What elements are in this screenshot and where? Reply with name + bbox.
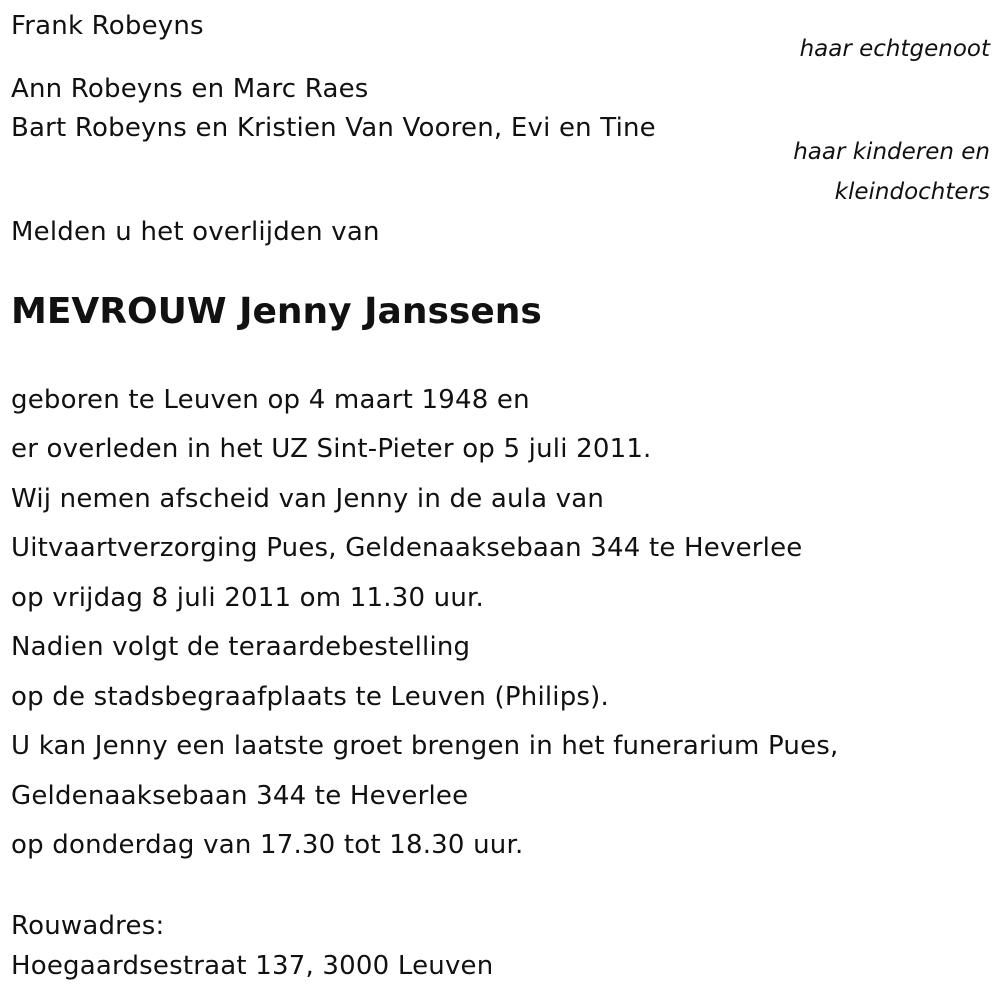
children-relation-line-1: haar kinderen en (793, 139, 990, 165)
mourning-address-label: Rouwadres: (11, 911, 165, 941)
detail-line: Nadien volgt de teraardebestelling (11, 632, 471, 662)
child-couple-1: Ann Robeyns en Marc Raes (11, 74, 369, 104)
detail-line: geboren te Leuven op 4 maart 1948 en (11, 385, 530, 415)
children-relation-line-2: kleindochters (834, 179, 990, 205)
detail-line: op donderdag van 17.30 tot 18.30 uur. (11, 830, 524, 860)
detail-line: U kan Jenny een laatste groet brengen in het funerarium Pues, (11, 731, 839, 761)
detail-line: op vrijdag 8 juli 2011 om 11.30 uur. (11, 583, 484, 613)
detail-line: op de stadsbegraafplaats te Leuven (Philips). (11, 682, 609, 712)
detail-line: er overleden in het UZ Sint-Pieter op 5 juli 2011. (11, 434, 652, 464)
spouse-name: Frank Robeyns (11, 11, 204, 41)
mourning-address: Hoegaardsestraat 137, 3000 Leuven (11, 951, 494, 981)
deceased-name: MEVROUW Jenny Janssens (11, 291, 542, 332)
announcement-text: Melden u het overlijden van (11, 217, 380, 247)
child-couple-2: Bart Robeyns en Kristien Van Vooren, Evi en Tine (11, 113, 656, 143)
detail-line: Wij nemen afscheid van Jenny in de aula van (11, 484, 605, 514)
spouse-relation: haar echtgenoot (799, 36, 990, 62)
detail-line: Uitvaartverzorging Pues, Geldenaaksebaan 344 te Heverlee (11, 533, 803, 563)
detail-line: Geldenaaksebaan 344 te Heverlee (11, 781, 469, 811)
